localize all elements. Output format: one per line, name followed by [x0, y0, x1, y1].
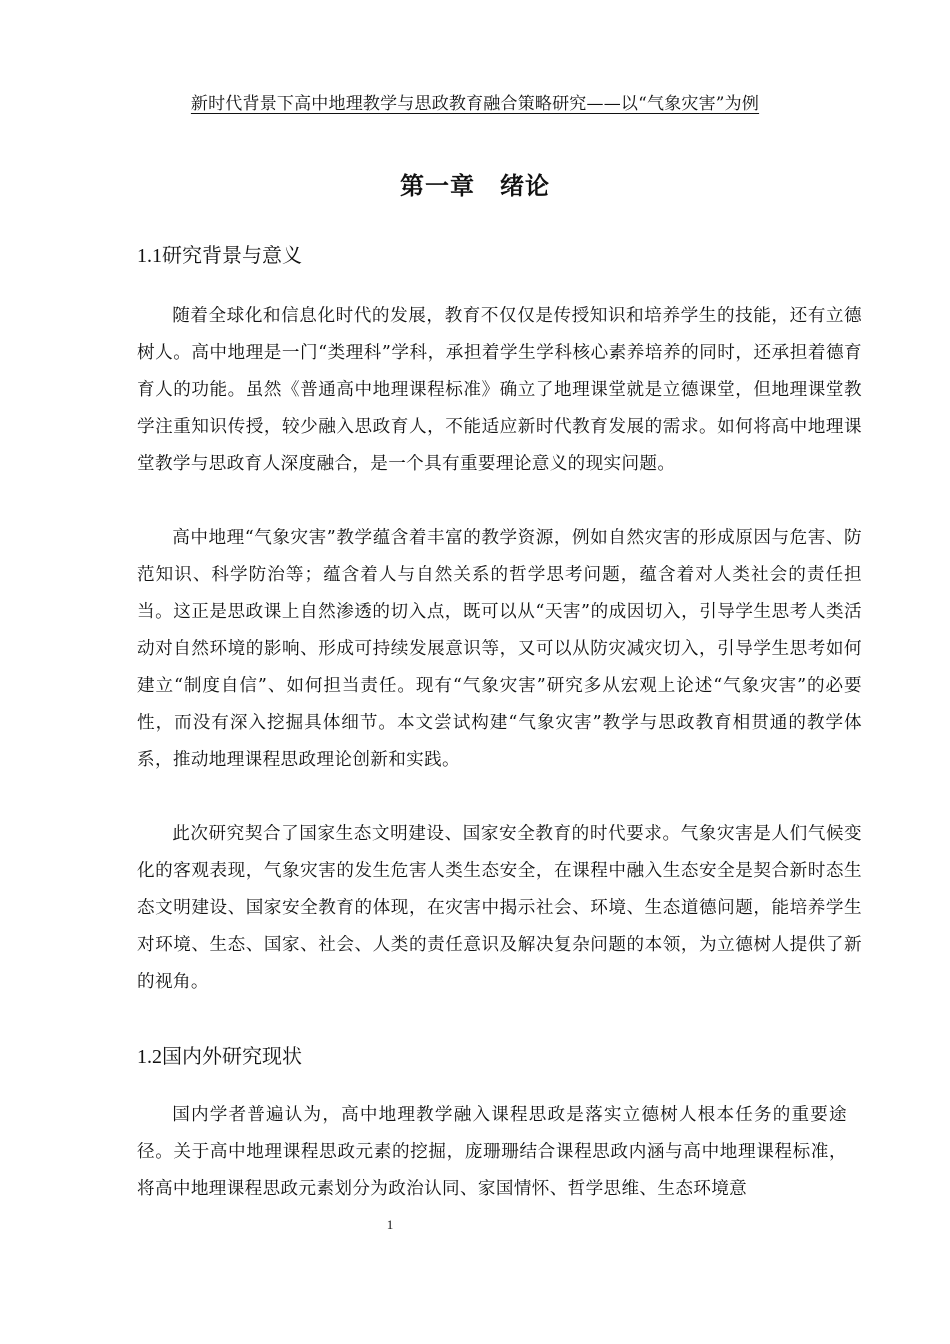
paragraph-significance: 此次研究契合了国家生态文明建设、国家安全教育的时代要求。气象灾害是人们气候变化的客观表现，气象灾害的发生危害人类生态安全，在课程中融入生态安全是契合新时态生态文明建设、国家安全教育的体现，在灾害中揭示社会、环境、生态道德问题，能培养学生对环境、生态、国家、社会、人类的责任意识及解决复杂问题的本领，为立德树人提供了新的视角。	[137, 824, 862, 992]
paragraph-domestic-research: 国内学者普遍认为，高中地理教学融入课程思政是落实立德树人根本任务的重要途径。关于高中地理课程思政元素的挖掘，庞珊珊结合课程思政内涵与高中地理课程标准，将高中地理课程思政元素划分为政治认同、家国情怀、哲学思维、生态环境意	[137, 1105, 847, 1199]
paragraph-resources: 高中地理“气象灾害”教学蕴含着丰富的教学资源，例如自然灾害的形成原因与危害、防范知识、科学防治等；蕴含着人与自然关系的哲学思考问题，蕴含着对人类社会的责任担当。这正是思政课上自然渗透的切入点，既可以从“天害”的成因切入，引导学生思考人类活动对自然环境的影响、形成可持续发展意识等，又可以从防灾减灾切入，引导学生思考如何建立“制度自信”、如何担当责任。现有“气象灾害”研究多从宏观上论述“气象灾害”的必要性，而没有深入挖掘具体细节。本文尝试构建“气象灾害”教学与思政教育相贯通的教学体系，推动地理课程思政理论创新和实践。	[137, 528, 862, 770]
paragraph-background: 随着全球化和信息化时代的发展，教育不仅仅是传授知识和培养学生的技能，还有立德树人。高中地理是一门“类理科”学科，承担着学生学科核心素养培养的同时，还承担着德育育人的功能。虽然《普通高中地理课程标准》确立了地理课堂就是立德课堂，但地理课堂教学注重知识传授，较少融入思政育人，不能适应新时代教育发展的需求。如何将高中地理课堂教学与思政育人深度融合，是一个具有重要理论意义的现实问题。	[137, 306, 862, 474]
chapter-title: 第一章 绪论	[400, 172, 550, 200]
section-number: 1.2	[137, 1046, 162, 1068]
section-title: 国内外研究现状	[162, 1044, 302, 1068]
page-number: 1	[386, 1217, 394, 1232]
running-header: 新时代背景下高中地理教学与思政教育融合策略研究——以“气象灾害”为例	[190, 94, 760, 114]
section-title: 研究背景与意义	[162, 243, 302, 267]
section-number: 1.1	[137, 245, 162, 267]
section-heading-1-2	[137, 1042, 302, 1071]
section-heading-1-1	[137, 241, 302, 270]
